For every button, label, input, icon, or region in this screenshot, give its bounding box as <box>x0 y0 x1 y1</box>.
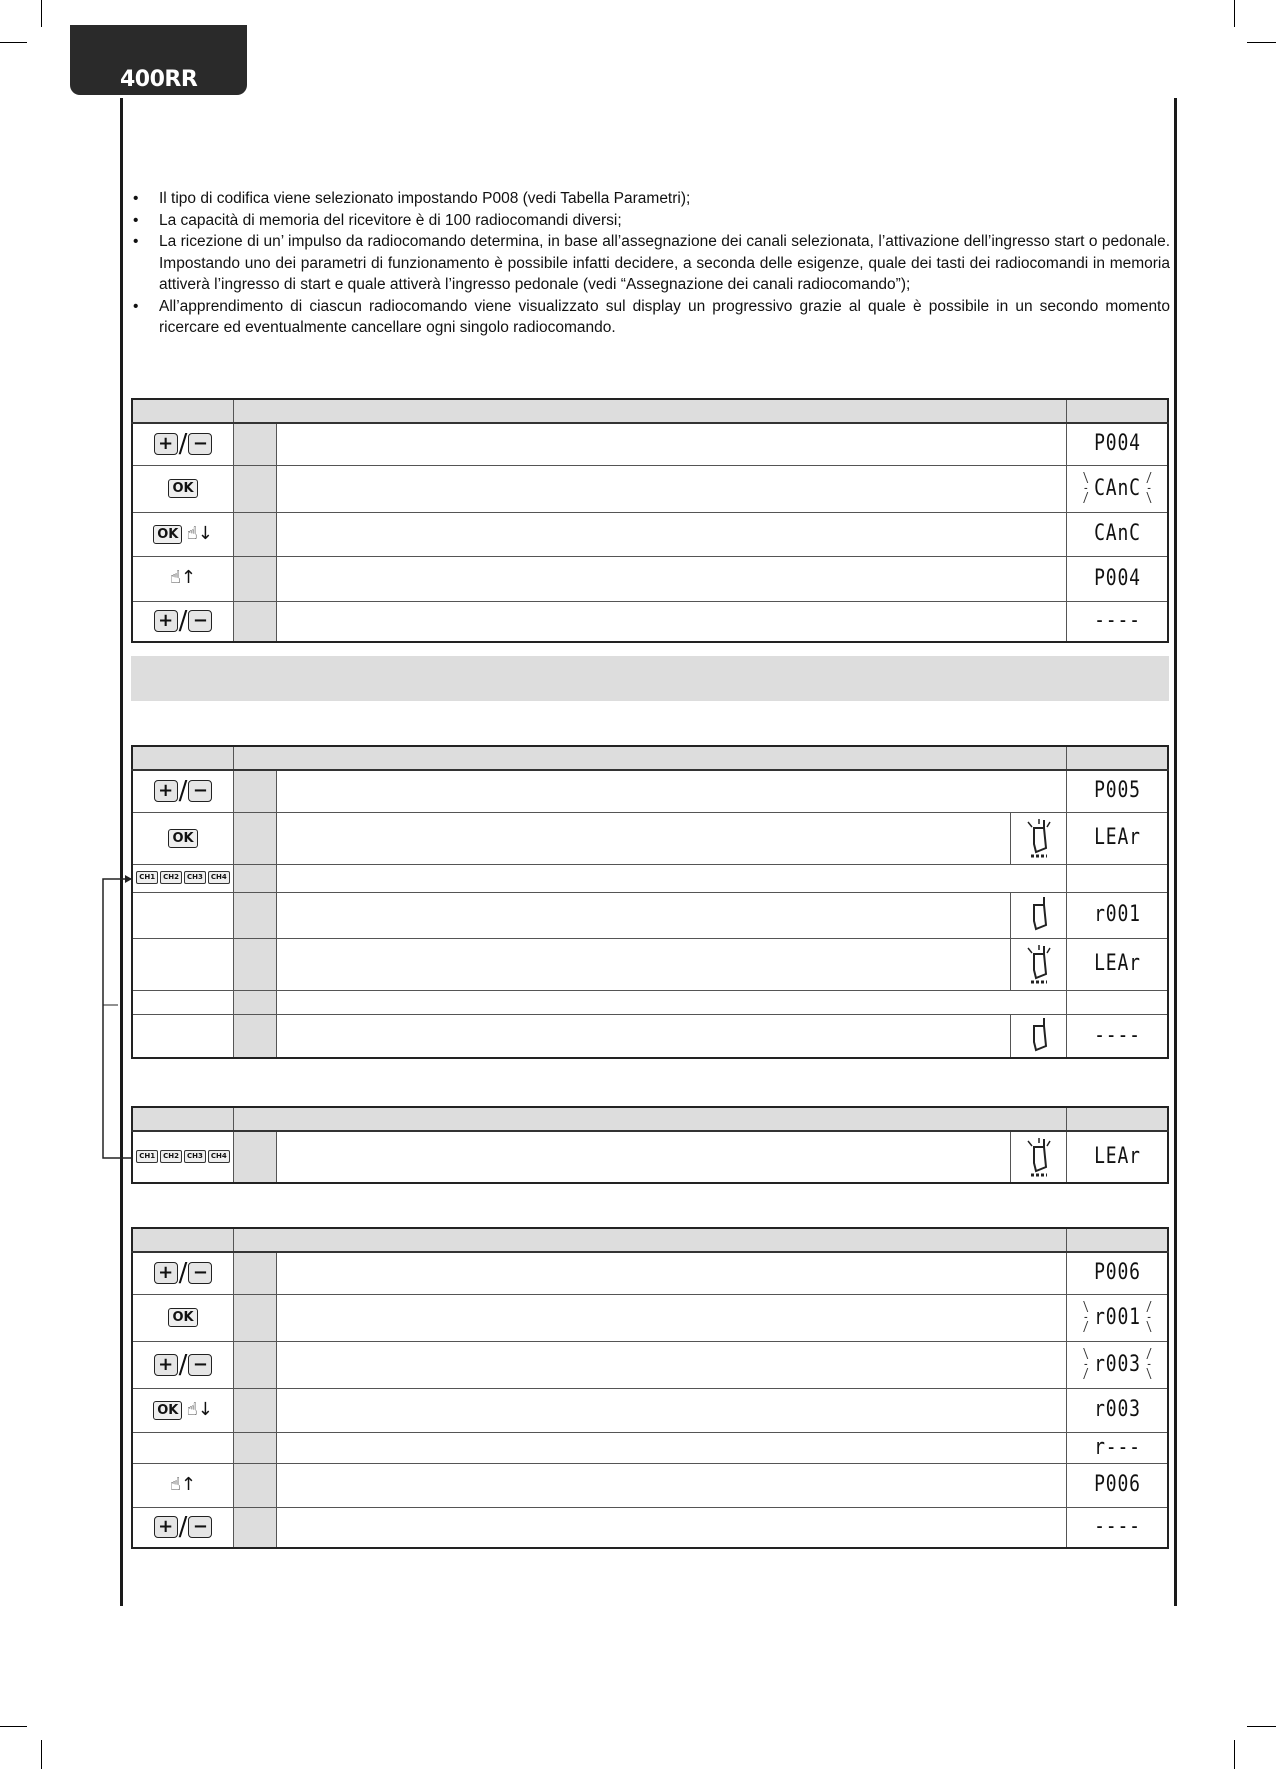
table-row <box>132 892 1168 938</box>
intro-bullet: • La ricezione di un’ impulso da radiocomando determina, in base all’assegnazione dei canali selezionata, l’attivazione dell’ingresso start o pedonale. Impostando uno dei parametri di funzionamento è possibile infatti decidere, a seconda delle esigenze, quale dei tasti dei radiocomandi in memoria attiverà l’ingresso di start e quale attiverà l’ingresso pedonale (vedi “Assegnazione dei canali radiocomando”); <box>130 231 1170 296</box>
crop-mark <box>1247 1726 1276 1727</box>
ok-key-icon: OK <box>168 829 197 848</box>
slash-separator: / <box>178 1258 188 1289</box>
display-readout: r001 <box>1093 902 1141 927</box>
crop-mark <box>1247 42 1276 43</box>
intro-bullet: • La capacità di memoria del ricevitore è di 100 radiocomandi diversi; <box>130 210 1170 232</box>
channel-3-key-icon: CH3 <box>184 1150 206 1163</box>
channel-2-key-icon: CH2 <box>160 1150 182 1163</box>
minus-key-icon: − <box>188 780 212 802</box>
slash-separator: / <box>178 1512 188 1543</box>
table-row <box>132 423 1168 465</box>
right-margin-rule <box>1174 98 1177 1606</box>
crop-mark <box>0 42 27 43</box>
display-readout: CAnC <box>1093 521 1141 546</box>
procedure-table-learn <box>131 745 1169 1059</box>
table-header-row <box>132 746 1168 770</box>
table-row <box>132 1341 1168 1388</box>
table-row <box>132 938 1168 990</box>
repeat-loop-arrow <box>96 870 136 1170</box>
display-readout: LEAr <box>1093 825 1141 850</box>
remote-icon <box>1010 1015 1066 1058</box>
left-margin-rule <box>120 98 123 1606</box>
channel-1-key-icon: CH1 <box>136 1150 158 1163</box>
plus-key-icon: + <box>154 433 178 455</box>
section-heading-bar <box>131 656 1169 701</box>
intro-bullet-list <box>130 188 1170 339</box>
ok-key-icon: OK <box>168 1308 197 1327</box>
press-hold-icon: ☝↓ <box>186 523 213 544</box>
table-row <box>132 1294 1168 1341</box>
channel-4-key-icon: CH4 <box>208 1150 230 1163</box>
table-row <box>132 812 1168 864</box>
table-row <box>132 556 1168 601</box>
channel-1-key-icon: CH1 <box>136 871 158 884</box>
release-icon: ☝↑ <box>169 1473 197 1495</box>
intro-bullet: • All’apprendimento di ciascun radiocomando viene visualizzato sul display un progressivo grazie al quale è possibile in un secondo momento ricercare ed eventualmente cancellare ogni singolo radiocomando. <box>130 296 1170 339</box>
slash-separator: / <box>178 606 188 637</box>
remote-transmit-icon <box>1010 939 1066 990</box>
procedure-table-delete <box>131 1227 1169 1549</box>
display-readout-blinking: \ - / r001 / - \ <box>1082 1307 1152 1329</box>
display-readout: ---- <box>1093 608 1141 634</box>
display-readout-blinking: \ - / r003 / - \ <box>1082 1354 1152 1376</box>
plus-key-icon: + <box>154 1354 178 1376</box>
display-readout: P006 <box>1093 1260 1141 1286</box>
table-row <box>132 864 1168 892</box>
table-row <box>132 990 1168 1014</box>
minus-key-icon: − <box>188 1354 212 1376</box>
plus-key-icon: + <box>154 1262 178 1284</box>
display-readout: ---- <box>1093 1514 1141 1540</box>
remote-transmit-icon <box>1010 1132 1066 1182</box>
display-readout: r003 <box>1093 1397 1141 1422</box>
crop-mark <box>1234 1740 1235 1769</box>
plus-key-icon: + <box>154 1516 178 1538</box>
slash-separator: / <box>178 1349 188 1380</box>
procedure-table-channel <box>131 1106 1169 1184</box>
ok-key-icon: OK <box>153 1401 182 1420</box>
table-header-row <box>132 1107 1168 1131</box>
display-readout-blinking: \ - / CAnC / - \ <box>1082 478 1152 500</box>
table-row <box>132 1014 1168 1058</box>
display-readout: P005 <box>1093 778 1141 804</box>
remote-transmit-icon <box>1010 813 1066 864</box>
minus-key-icon: − <box>188 1262 212 1284</box>
crop-mark <box>41 1740 42 1769</box>
display-readout: P004 <box>1093 431 1141 457</box>
display-readout: r--- <box>1093 1434 1141 1460</box>
table-row <box>132 1507 1168 1548</box>
intro-bullet: • Il tipo di codifica viene selezionato impostando P008 (vedi Tabella Parametri); <box>130 188 1170 210</box>
channel-3-key-icon: CH3 <box>184 871 206 884</box>
table-row <box>132 1388 1168 1432</box>
table-header-row <box>132 399 1168 423</box>
model-name: 400RR <box>120 67 198 92</box>
display-readout: P006 <box>1093 1472 1141 1497</box>
display-readout: LEAr <box>1093 951 1141 976</box>
table-row <box>132 465 1168 512</box>
table-row <box>132 601 1168 642</box>
slash-separator: / <box>178 776 188 807</box>
ok-key-icon: OK <box>153 525 182 544</box>
minus-key-icon: − <box>188 610 212 632</box>
remote-icon <box>1010 893 1066 938</box>
table-row <box>132 1432 1168 1463</box>
table-header-row <box>132 1228 1168 1252</box>
crop-mark <box>41 0 42 27</box>
display-readout: LEAr <box>1093 1144 1141 1169</box>
release-icon: ☝↑ <box>169 567 197 589</box>
table-row <box>132 1463 1168 1507</box>
minus-key-icon: − <box>188 433 212 455</box>
display-readout: ---- <box>1093 1022 1141 1048</box>
display-readout: P004 <box>1093 565 1141 591</box>
plus-key-icon: + <box>154 780 178 802</box>
table-row <box>132 1252 1168 1294</box>
crop-mark <box>1234 0 1235 27</box>
channel-2-key-icon: CH2 <box>160 871 182 884</box>
channel-4-key-icon: CH4 <box>208 871 230 884</box>
minus-key-icon: − <box>188 1516 212 1538</box>
plus-key-icon: + <box>154 610 178 632</box>
press-hold-icon: ☝↓ <box>186 1399 213 1420</box>
table-row <box>132 512 1168 556</box>
ok-key-icon: OK <box>168 479 197 498</box>
crop-mark <box>0 1726 27 1727</box>
slash-separator: / <box>178 429 188 460</box>
model-tab <box>70 25 247 95</box>
table-row <box>132 770 1168 812</box>
procedure-table-cancel-all <box>131 398 1169 643</box>
table-row <box>132 1131 1168 1183</box>
